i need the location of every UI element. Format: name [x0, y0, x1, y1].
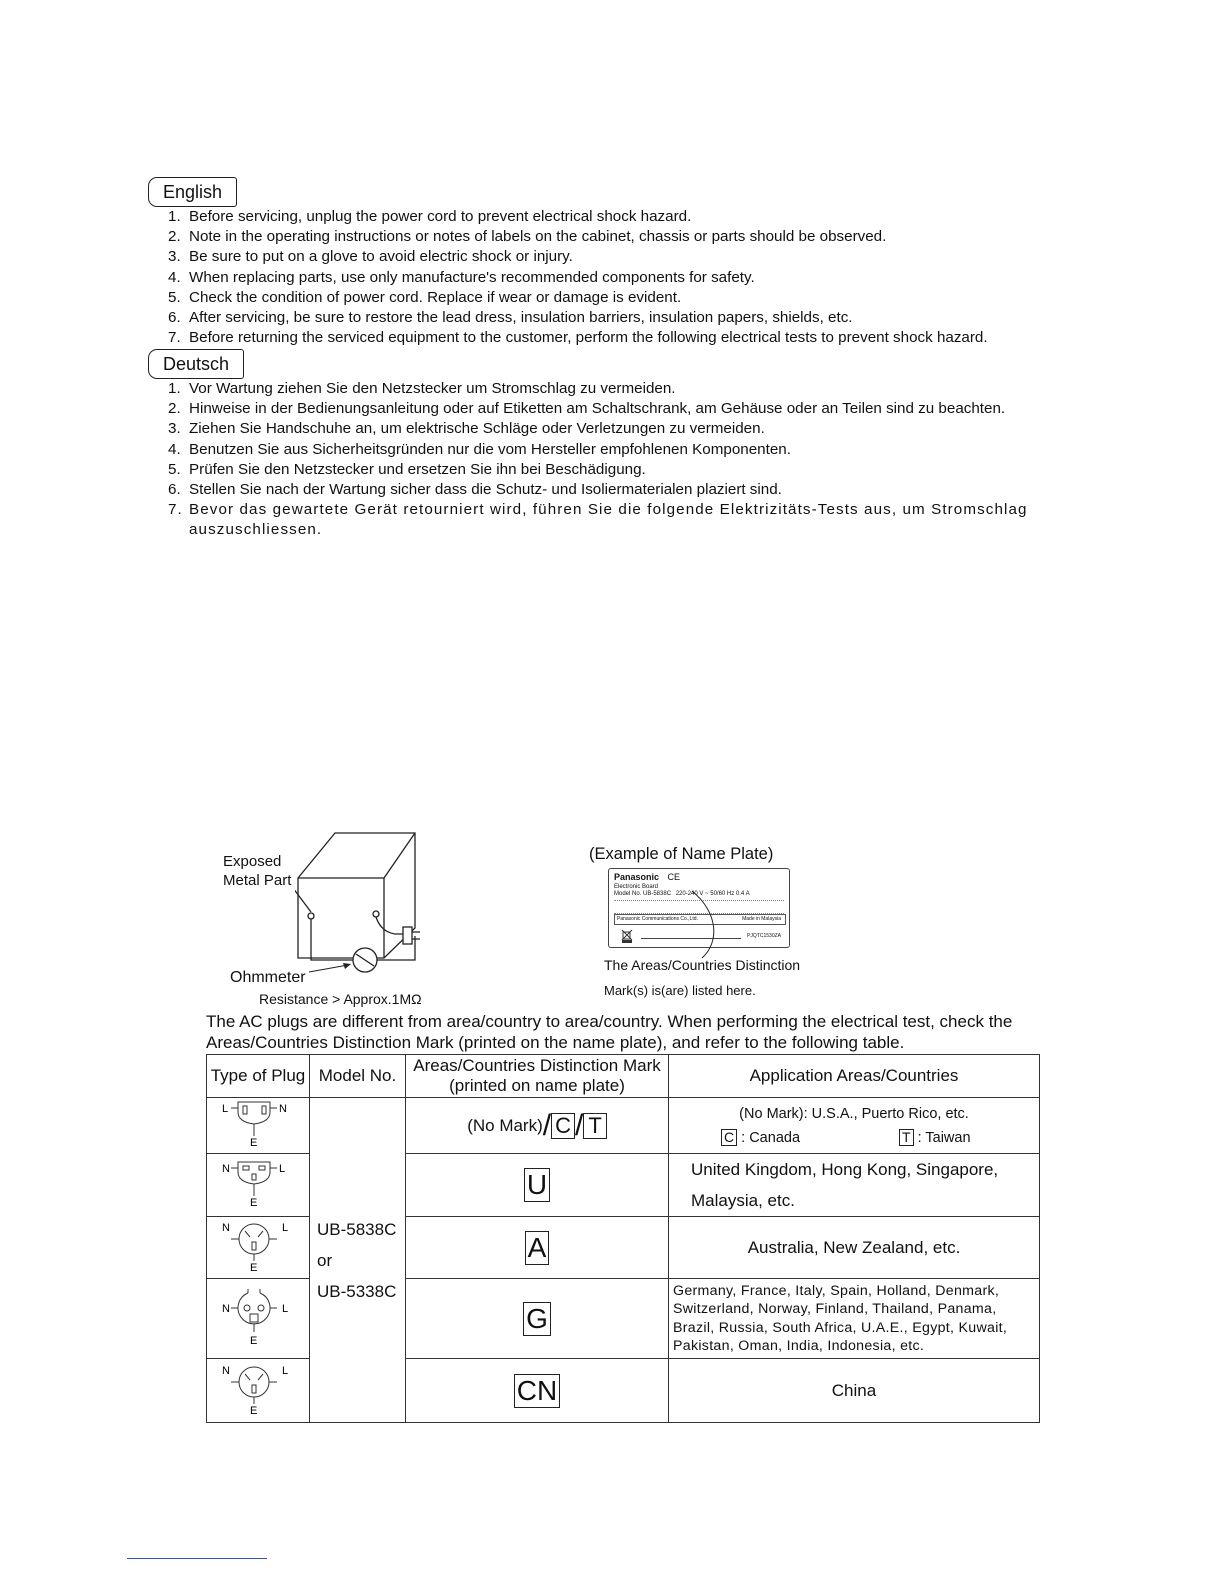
area-t-box: T — [899, 1129, 914, 1146]
exposed-label-2: Metal Part — [223, 872, 292, 889]
list-item — [150, 419, 1110, 439]
header-distinction-mark — [406, 1055, 669, 1098]
plug-label-l: L — [222, 1103, 229, 1115]
plug-cell — [207, 1217, 310, 1279]
header-application-areas: Application Areas/Countries — [669, 1055, 1040, 1098]
deutsch-steps-list — [150, 379, 1110, 541]
step-number: 3. — [168, 248, 181, 266]
step-number: 7. — [168, 501, 183, 519]
cabinet-outline — [298, 833, 415, 958]
mark-u: U — [524, 1168, 550, 1202]
step-text: After servicing, be sure to restore the lead dress, insulation barriers, insulation papers, shields, etc. — [189, 309, 853, 327]
step-text: Prüfen Sie den Netzstecker und ersetzen Sie ihn bei Beschädigung. — [189, 460, 646, 478]
model-no-cell — [310, 1098, 406, 1423]
plug-cell — [207, 1279, 310, 1359]
step-text: Stellen Sie nach der Wartung sicher dass die Schutz- und Isoliermaterialen plaziert sind. — [189, 481, 782, 499]
list-item — [150, 328, 1110, 348]
list-item — [150, 308, 1110, 328]
area-line: Malaysia, etc. — [691, 1191, 795, 1210]
list-item — [150, 399, 1110, 419]
mark-cell — [406, 1279, 669, 1359]
plug-label-e: E — [250, 1405, 258, 1416]
step-number: 5. — [168, 288, 181, 306]
step-text: Benutzen Sie aus Sicherheitsgründen nur die vom Hersteller empfohlenen Komponenten. — [189, 440, 791, 458]
list-item — [150, 247, 1110, 267]
model-no-line2: or — [317, 1250, 333, 1270]
step-number: 4. — [168, 440, 181, 458]
plug-label-n: N — [222, 1365, 230, 1377]
header-type-of-plug: Type of Plug — [207, 1055, 310, 1098]
step-number: 1. — [168, 380, 181, 397]
nameplate-origin: Made in Malaysia — [742, 916, 781, 922]
step-text: Ziehen Sie Handschuhe an, um elektrische Schläge oder Verletzungen zu vermeiden. — [189, 420, 765, 438]
area-t-text: : Taiwan — [917, 1129, 971, 1146]
table-row — [207, 1098, 1040, 1154]
step-text: Be sure to put on a glove to avoid electric shock or injury. — [189, 248, 573, 266]
list-item — [150, 460, 1110, 480]
areas-cell — [669, 1279, 1040, 1359]
mark-c: C — [551, 1113, 575, 1139]
mark-cell: (No Mark)/ C / T — [406, 1098, 669, 1154]
area-line: China — [831, 1380, 877, 1400]
header-mark-line1: Areas/Countries Distinction Mark — [413, 1056, 661, 1075]
area-c-text: : Canada — [741, 1129, 801, 1146]
step-text: Before returning the serviced equipment to the customer, perform the following electrical tests to prevent shock hazard. — [189, 329, 988, 347]
plug-label-n: N — [279, 1103, 287, 1115]
nameplate-note-2: Mark(s) is(are) listed here. — [604, 983, 756, 998]
model-no-line3: UB-5338C — [317, 1281, 397, 1301]
step-text: Check the condition of power cord. Replace if wear or damage is evident. — [189, 288, 682, 306]
mark-cell — [406, 1359, 669, 1423]
step-number: 6. — [168, 309, 181, 327]
english-heading-tab — [148, 177, 237, 207]
model-no-line1: UB-5838C — [317, 1219, 397, 1239]
plug-label-l: L — [282, 1303, 289, 1315]
english-heading: English — [163, 182, 223, 202]
nameplate-rating: 220-240 V ~ 50/60 Hz 0.4 A — [675, 891, 750, 897]
step-text: Vor Wartung ziehen Sie den Netzstecker um Stromschlag zu vermeiden. — [189, 380, 676, 397]
no-mark-label: (No Mark) — [467, 1115, 543, 1135]
english-steps-list — [150, 207, 1110, 348]
plug-label-e: E — [250, 1335, 258, 1347]
deutsch-heading-tab — [148, 349, 244, 379]
plug-type-i-icon — [210, 1217, 306, 1273]
mark-cn: CN — [514, 1374, 560, 1408]
ohmmeter-test-diagram — [295, 828, 435, 978]
step-number: 4. — [168, 268, 181, 286]
nameplate-code: PJQTC1530ZA — [747, 933, 781, 939]
ohmmeter-label: Ohmmeter — [230, 969, 306, 986]
areas-cell — [669, 1359, 1040, 1423]
plug-type-a-icon — [210, 1098, 306, 1148]
plug-label-l: L — [282, 1365, 289, 1377]
list-item — [150, 500, 1110, 540]
plug-label-l: L — [282, 1222, 289, 1234]
area-line: Switzerland, Norway, Finland, Thailand, Panama, — [673, 1301, 997, 1317]
nameplate-maker: Panasonic Communications Co.,Ltd. — [617, 916, 698, 922]
resistance-label: Resistance > Approx.1MΩ — [259, 991, 422, 1007]
nameplate-note-1: The Areas/Countries Distinction — [604, 957, 801, 973]
areas-cell — [669, 1098, 1040, 1154]
mark-cell — [406, 1154, 669, 1217]
list-item — [150, 440, 1110, 460]
deutsch-heading: Deutsch — [163, 354, 230, 374]
mark-a: A — [525, 1231, 550, 1265]
step-number: 6. — [168, 481, 181, 499]
table-header-row — [207, 1055, 1040, 1098]
plug-label-e: E — [250, 1262, 258, 1273]
area-line: Brazil, Russia, South Africa, U.A.E., Egypt, Kuwait, — [673, 1319, 1008, 1336]
step-number: 7. — [168, 329, 181, 347]
step-text: Before servicing, unplug the power cord to prevent electrical shock hazard. — [189, 208, 692, 225]
nameplate-model: Model No. UB-5838C — [614, 891, 672, 897]
list-item — [150, 268, 1110, 288]
plug-label-l: L — [279, 1162, 286, 1175]
ac-plug-instructions: The AC plugs are different from area/country to area/country. When performing the electrical test, check the Areas/Countries Distinction Mark (printed on the name plate), and refer to the following table. — [206, 1012, 1013, 1052]
header-model-no: Model No. — [310, 1055, 406, 1098]
step-text: Bevor das gewartete Gerät retourniert wird, führen Sie die folgende Elektrizitäts-Tests aus, um Stromschlag auszuschliessen. — [189, 501, 1028, 539]
step-number: 2. — [168, 400, 181, 418]
area-line: Australia, New Zealand, etc. — [747, 1237, 961, 1257]
nameplate-caption: (Example of Name Plate) — [589, 845, 774, 863]
area-c-box: C — [721, 1129, 737, 1146]
plug-table — [206, 1054, 1040, 1423]
areas-cell — [669, 1217, 1040, 1279]
plug-label-e: E — [250, 1137, 258, 1148]
step-number: 5. — [168, 460, 181, 478]
mark-g: G — [523, 1302, 551, 1336]
list-item — [150, 207, 1110, 227]
step-text: When replacing parts, use only manufacture's recommended components for safety. — [189, 268, 755, 286]
plug-type-cn-icon — [210, 1360, 306, 1416]
ce-mark: CE — [667, 872, 681, 882]
step-text: Hinweise in der Bedienungsanleitung oder auf Etiketten am Schaltschrank, am Gehäuse oder an Teilen sind zu beachten. — [189, 400, 1006, 418]
area-line: United Kingdom, Hong Kong, Singapore, — [691, 1160, 999, 1179]
nameplate-brand: Panasonic — [614, 872, 660, 882]
list-item — [150, 379, 1110, 399]
plug-label-n: N — [222, 1162, 230, 1175]
plug-cell — [207, 1154, 310, 1217]
step-number: 3. — [168, 420, 181, 438]
recycle-bin-icon — [621, 929, 633, 943]
area-line: Germany, France, Italy, Spain, Holland, Denmark, — [673, 1282, 1000, 1299]
list-item — [150, 288, 1110, 308]
area-line: Pakistan, Oman, India, Indonesia, etc. — [673, 1338, 925, 1354]
plug-type-b-icon — [210, 1156, 306, 1210]
list-item — [150, 227, 1110, 247]
plug-label-e: E — [250, 1196, 258, 1209]
footnote-separator — [127, 1558, 267, 1559]
plug-label-n: N — [222, 1222, 230, 1234]
plug-label-n: N — [222, 1303, 230, 1315]
nameplate-pointer-line — [690, 890, 730, 960]
plug-cell — [207, 1359, 310, 1423]
plug-type-f-icon — [210, 1284, 306, 1348]
areas-cell — [669, 1154, 1040, 1217]
exposed-label-1: Exposed — [223, 853, 282, 870]
mark-t: T — [583, 1113, 606, 1139]
step-text: Note in the operating instructions or notes of labels on the cabinet, chassis or parts should be observed. — [189, 228, 887, 246]
metal-part-point — [308, 913, 314, 919]
list-item — [150, 480, 1110, 500]
nameplate-line1: Electronic Board — [614, 884, 659, 890]
step-number: 2. — [168, 228, 181, 246]
header-mark-line2: (printed on name plate) — [449, 1076, 625, 1095]
area-line: (No Mark): U.S.A., Puerto Rico, etc. — [739, 1105, 969, 1122]
mark-cell — [406, 1217, 669, 1279]
step-number: 1. — [168, 208, 181, 225]
plug-cell — [207, 1098, 310, 1154]
